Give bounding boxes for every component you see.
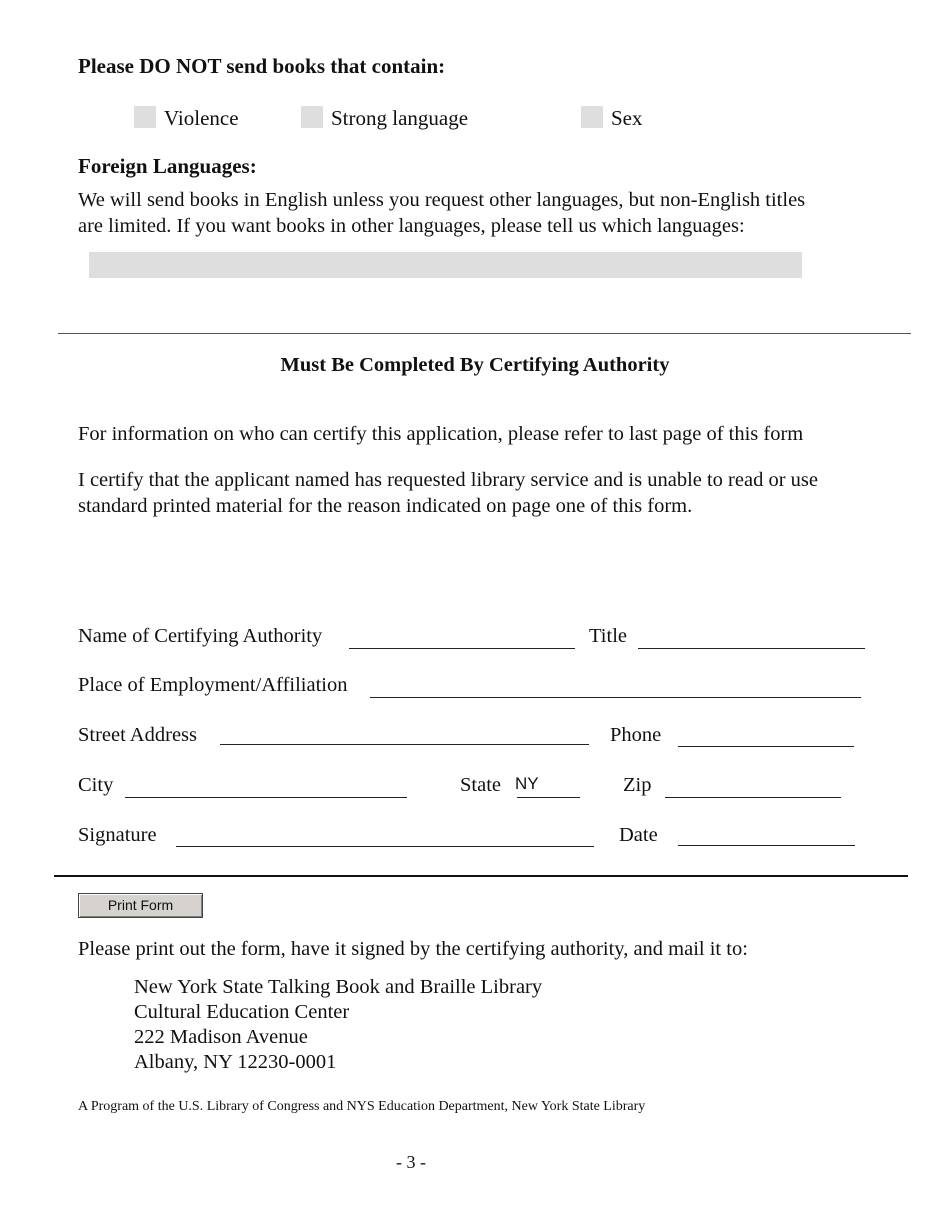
print-form-button[interactable]: Print Form: [78, 893, 203, 918]
zip-label: Zip: [623, 774, 652, 796]
city-label: City: [78, 774, 114, 796]
date-field[interactable]: [678, 845, 855, 846]
address-line-3: 222 Madison Avenue: [134, 1026, 308, 1048]
street-address-field[interactable]: [220, 744, 589, 745]
employment-label: Place of Employment/Affiliation: [78, 674, 348, 696]
state-label: State: [460, 774, 501, 796]
certification-heading: Must Be Completed By Certifying Authority: [280, 354, 670, 376]
strong-language-checkbox[interactable]: [301, 106, 323, 128]
zip-field[interactable]: [665, 797, 841, 798]
address-line-1: New York State Talking Book and Braille Library: [134, 976, 543, 998]
page-number: - 3 -: [396, 1152, 426, 1172]
content-restrictions-heading: Please DO NOT send books that contain:: [78, 54, 446, 78]
languages-input[interactable]: [89, 252, 802, 278]
certification-info-text: For information on who can certify this application, please refer to last page of this form: [78, 423, 804, 445]
signature-field[interactable]: [176, 846, 594, 847]
signature-label: Signature: [78, 824, 157, 846]
city-field[interactable]: [125, 797, 407, 798]
state-field[interactable]: [517, 797, 580, 798]
strong-language-label: Strong language: [331, 106, 469, 130]
section-divider: [58, 333, 911, 334]
street-address-label: Street Address: [78, 724, 197, 746]
foreign-languages-text-line1: We will send books in English unless you request other languages, but non-English titles: [78, 189, 806, 211]
address-line-2: Cultural Education Center: [134, 1001, 350, 1023]
bottom-divider: [54, 875, 908, 877]
title-label: Title: [589, 625, 627, 647]
violence-label: Violence: [164, 106, 239, 130]
authority-name-label: Name of Certifying Authority: [78, 625, 323, 647]
footer-note: A Program of the U.S. Library of Congress and NYS Education Department, New York State Library: [78, 1099, 646, 1114]
violence-checkbox[interactable]: [134, 106, 156, 128]
employment-field[interactable]: [370, 697, 861, 698]
authority-name-field[interactable]: [349, 648, 575, 649]
certification-statement-line1: I certify that the applicant named has requested library service and is unable to read or use: [78, 469, 818, 491]
phone-label: Phone: [610, 724, 662, 746]
phone-field[interactable]: [678, 746, 854, 747]
title-field[interactable]: [638, 648, 865, 649]
foreign-languages-heading: Foreign Languages:: [78, 154, 257, 178]
date-label: Date: [619, 824, 658, 846]
state-value: NY: [515, 774, 539, 793]
foreign-languages-text-line2: are limited. If you want books in other languages, please tell us which languages:: [78, 215, 745, 237]
certification-statement-line2: standard printed material for the reason indicated on page one of this form.: [78, 495, 693, 517]
mail-instructions: Please print out the form, have it signed by the certifying authority, and mail it to:: [78, 938, 748, 960]
sex-label: Sex: [611, 106, 643, 130]
sex-checkbox[interactable]: [581, 106, 603, 128]
address-line-4: Albany, NY 12230-0001: [134, 1051, 337, 1073]
